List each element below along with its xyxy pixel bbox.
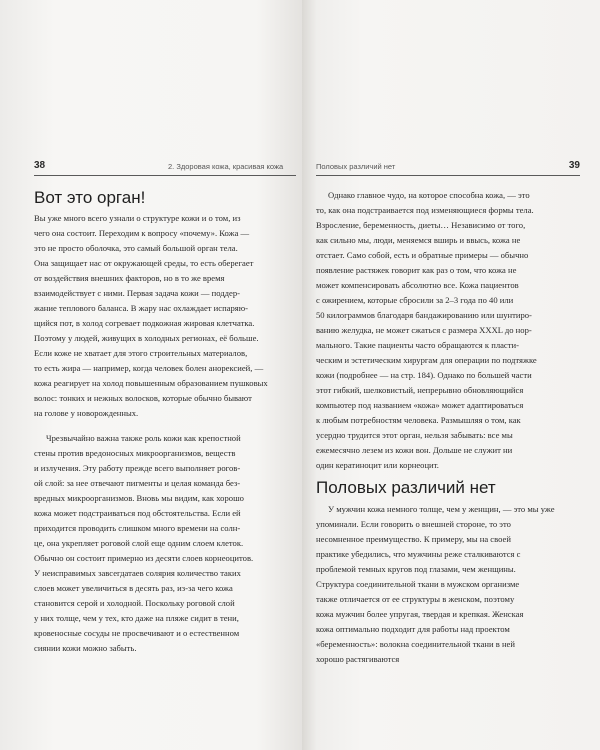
text-line: ческим и эстетическим хирургам для операции по подтяжке — [316, 355, 537, 365]
text-line: на голове у новорожденных. — [34, 408, 139, 418]
text-line: кожа реагирует на холод повышенным образованием пушковых — [34, 378, 268, 388]
text-line: кровеносные сосуды не просвечивают и о естественном — [34, 628, 240, 638]
header-rule — [316, 175, 580, 176]
section-heading: Вот это орган! — [34, 188, 146, 207]
text-line: волос: тонких и нежных волосков, которые обычно бывают — [34, 393, 252, 403]
text-line: у них толще, чем у тех, кто даже на пляже сидит в тени, — [34, 613, 239, 623]
text-line: компьютер под названием «кожа» может адаптироваться — [316, 400, 524, 410]
text-line: хорошо растягиваются — [316, 654, 400, 664]
paragraph — [316, 188, 580, 473]
text-line: чего она состоит. Переходим к вопросу «почему». Кожа — — [34, 228, 250, 238]
text-line: Вы уже много всего узнали о структуре кожи и о том, из — [34, 213, 241, 223]
paragraph — [34, 431, 294, 656]
text-line: стены против вредоносных микроорганизмов, веществ — [34, 448, 236, 458]
text-line: проблемой темных кругов под глазами, чем женщины. — [316, 564, 516, 574]
left-page-header — [34, 159, 296, 175]
text-line: к любым потребностям человека. Размышляя о том, как — [316, 415, 521, 425]
text-line: жание теплового баланса. В жару нас охлаждает испаряю- — [34, 303, 249, 313]
text-line: ежемесячно лезем из кожи вон. Дольше не служит ни — [316, 445, 513, 455]
text-line: отстает. Само собой, есть и обратные примеры — обычно — [316, 250, 529, 260]
text-line: щийся пот, в холод согревает подкожная жировая клетчатка. — [34, 318, 255, 328]
text-line: этот гибкий, шелковистый, непрерывно обновляющийся — [316, 385, 524, 395]
text-line: У неисправимых завсегдатаев солярия количество таких — [34, 568, 241, 578]
text-line: кожа может подстраиваться под обстоятельства. Если ей — [34, 508, 241, 518]
text-line: Если коже не хватает для этого строительных материалов, — [34, 348, 248, 358]
text-line: упоминали. Если говорить о внешней стороне, то это — [316, 519, 511, 529]
text-line: Обычно он состоит примерно из десяти слоев корнеоцитов. — [34, 553, 254, 563]
page-number: 38 — [34, 160, 46, 171]
paragraph — [34, 211, 294, 421]
text-line: несомненное преимущество. К примеру, мы на своей — [316, 534, 511, 544]
text-line: усердно трудится этот орган, нельзя забывать: все мы — [316, 430, 513, 440]
paragraph — [316, 502, 580, 667]
text-line: от воздействия внешних факторов, но в то же время — [34, 273, 225, 283]
text-line: це, она укрепляет роговой слой еще одним слоем клеток. — [34, 538, 244, 548]
text-line: один кератиноцит или корнеоцит. — [316, 460, 439, 470]
text-line: Поэтому у людей, живущих в холодных регионах, её больше. — [34, 333, 259, 343]
text-line: то есть жира — например, когда человек болен анорексией, — — [34, 363, 264, 373]
text-line: становится серой и холодной. Поскольку роговой слой — [34, 598, 235, 608]
text-line: Чрезвычайно важна также роль кожи как крепостной — [46, 433, 241, 443]
text-line: это не просто оболочка, это самый большой орган тела. — [34, 243, 238, 253]
text-line: 50 килограммов благодаря бандажированию или шунтиро- — [316, 310, 532, 320]
text-line: ванию желудка, не может сжаться с размера XXXL до нор- — [316, 325, 532, 335]
page-number: 39 — [568, 160, 580, 171]
text-line: слоев может увеличиться в десять раз, из-за чего кожа — [34, 583, 233, 593]
text-line: Взросление, беременность, диеты… Независимо от того, — [316, 220, 526, 230]
text-line: вредных микроорганизмов. Вновь мы видим, как хорошо — [34, 493, 244, 503]
text-line: появление растяжек говорит как раз о том, что кожа не — [316, 265, 517, 275]
text-line: кожи (подробнее — на стр. 184). Однако по большей части — [316, 370, 532, 380]
text-line: взаимодействует с ними. Первая задача кожи — поддер- — [34, 288, 240, 298]
running-head: Половых различий нет — [316, 162, 396, 171]
right-page-header — [316, 159, 580, 175]
text-line: кожа оптимально подходит для работы над проектом — [316, 624, 510, 634]
text-line: с ожирением, которые сбросили за 2–3 года по 40 или — [316, 295, 514, 305]
text-line: практике убедились, что мужчины реже сталкиваются с — [316, 549, 521, 559]
text-line: приходится проводить слишком много времени на солн- — [34, 523, 241, 533]
text-line: Структура соединительной ткани в мужском организме — [316, 579, 520, 589]
text-line: кожа мужчин более упругая, твердая и крепкая. Женская — [316, 609, 524, 619]
text-line: ой слой: за нее отвечают пигменты и целая команда без- — [34, 478, 241, 488]
right-page — [302, 0, 600, 750]
text-line: Она защищает нас от окружающей среды, то есть оберегает — [34, 258, 254, 268]
header-rule — [34, 175, 296, 176]
text-line: «беременность»: волокна соединительной ткани в ней — [316, 639, 515, 649]
text-line: то, как она подстраивается под изменяющиеся формы тела. — [316, 205, 534, 215]
text-line: может компенсировать абсолютно все. Кожа пациентов — [316, 280, 519, 290]
section-heading: Половых различий нет — [316, 478, 496, 497]
running-head: 2. Здоровая кожа, красивая кожа — [168, 162, 284, 171]
text-line: Однако главное чудо, на которое способна кожа, — это — [328, 190, 530, 200]
text-line: и излучения. Эту работу прежде всего выполняет рогов- — [34, 463, 241, 473]
text-line: как сильно мы, люди, меняемся вширь и ввысь, кожа не — [316, 235, 521, 245]
text-line: сиянии кожи можно забыть. — [34, 643, 137, 653]
text-line: мального. Такие пациенты часто обращаются к пласти- — [316, 340, 519, 350]
text-line: У мужчин кожа немного толще, чем у женщин, — это мы уже — [328, 504, 555, 514]
text-line: также отличается от ее структуры в женском, поэтому — [316, 594, 515, 604]
